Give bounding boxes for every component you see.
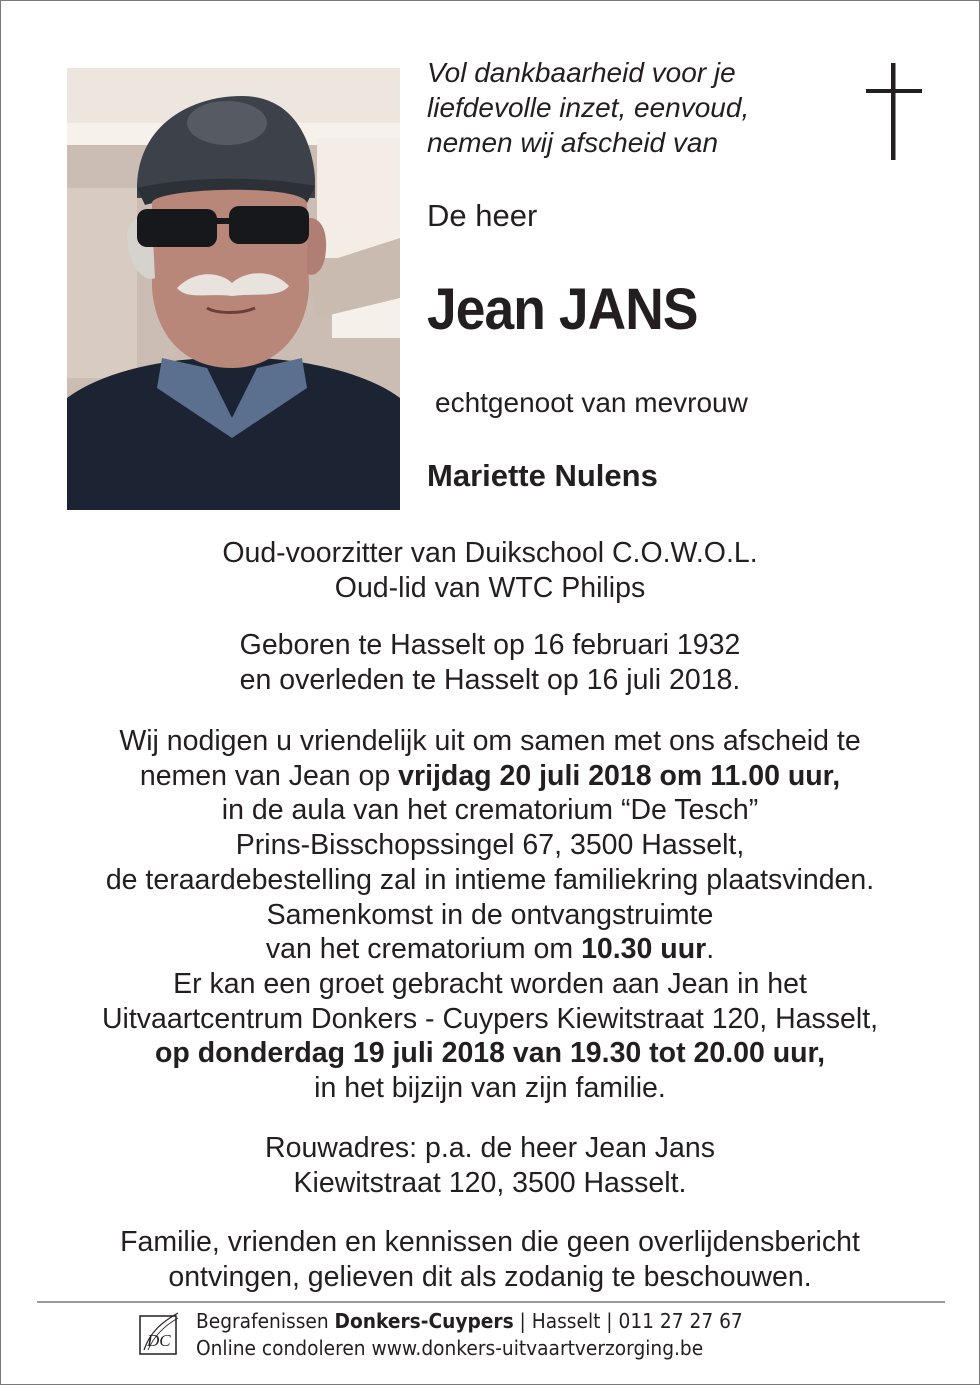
roles-block	[31, 536, 949, 605]
address-line: Rouwadres: p.a. de heer Jean Jans	[265, 1132, 715, 1164]
life-dates-block	[31, 628, 949, 697]
relation-text: echtgenoot van mevrouw	[435, 387, 748, 418]
ceremony-text: nemen van Jean op	[139, 759, 399, 792]
ceremony-line: in de aula van het crematorium “De Tesch”	[221, 794, 759, 827]
gathering-time: 10.30 uur	[581, 933, 707, 966]
ceremony-line: Er kan een groet gebracht worden aan Jean in het	[173, 967, 807, 1000]
closing-block	[31, 1225, 949, 1294]
honorific: De heer	[427, 198, 538, 233]
ceremony-block	[31, 724, 949, 1106]
mourning-address-block	[31, 1131, 949, 1200]
footer-contact-line	[196, 1308, 743, 1335]
ceremony-text: van het crematorium om	[265, 933, 582, 966]
footer-text: Begrafenissen	[196, 1309, 335, 1333]
death-line: en overleden te Hasselt op 16 juli 2018.	[239, 663, 741, 696]
birth-line: Geboren te Hasselt op 16 februari 1932	[239, 629, 741, 661]
logo-text: DC	[147, 1331, 171, 1350]
footer-text: | Hasselt | 011 27 27 67	[513, 1309, 743, 1333]
portrait-photo	[67, 68, 400, 510]
ceremony-line: de teraardebestelling zal in intieme familiekring plaatsvinden.	[105, 863, 875, 896]
footer-divider	[37, 1301, 945, 1303]
closing-line: Familie, vrienden en kennissen die geen overlijdensbericht	[120, 1226, 860, 1258]
deceased-name: Jean JANS	[427, 277, 698, 342]
intro-line: Vol dankbaarheid voor je	[427, 57, 736, 88]
role-line: Oud-lid van WTC Philips	[334, 571, 646, 604]
intro-text	[427, 55, 847, 160]
address-line: Kiewitstraat 120, 3500 Hasselt.	[293, 1166, 687, 1199]
ceremony-date: vrijdag 20 juli 2018 om 11.00 uur,	[398, 759, 841, 792]
funeral-home-logo-icon	[136, 1310, 182, 1363]
ceremony-line: Samenkomst in de ontvangstruimte	[266, 898, 714, 931]
intro-line: liefdevolle inzet, eenvoud,	[427, 92, 750, 123]
ceremony-text: .	[706, 933, 715, 966]
portrait-illustration	[67, 68, 400, 510]
spouse-name: Mariette Nulens	[427, 458, 658, 493]
footer-online-line: Online condoleren www.donkers-uitvaartverzorging.be	[196, 1336, 704, 1360]
visitation-date: op donderdag 19 juli 2018 van 19.30 tot 20.00 uur,	[155, 1037, 825, 1070]
closing-line: ontvingen, gelieven dit als zodanig te beschouwen.	[168, 1260, 812, 1293]
intro-line: nemen wij afscheid van	[427, 127, 719, 158]
ceremony-line	[31, 759, 949, 794]
cross-icon	[861, 63, 927, 168]
ceremony-line: Uitvaartcentrum Donkers - Cuypers Kiewitstraat 120, Hasselt,	[101, 1002, 879, 1035]
funeral-home-name: Donkers-Cuypers	[334, 1309, 514, 1333]
ceremony-line: Wij nodigen u vriendelijk uit om samen met ons afscheid te	[119, 725, 861, 757]
footer	[196, 1308, 743, 1362]
ceremony-line	[31, 932, 949, 967]
role-line: Oud-voorzitter van Duikschool C.O.W.O.L.	[222, 537, 758, 569]
ceremony-line: in het bijzijn van zijn familie.	[314, 1072, 666, 1105]
ceremony-address: Prins-Bisschopssingel 67, 3500 Hasselt,	[235, 829, 745, 862]
